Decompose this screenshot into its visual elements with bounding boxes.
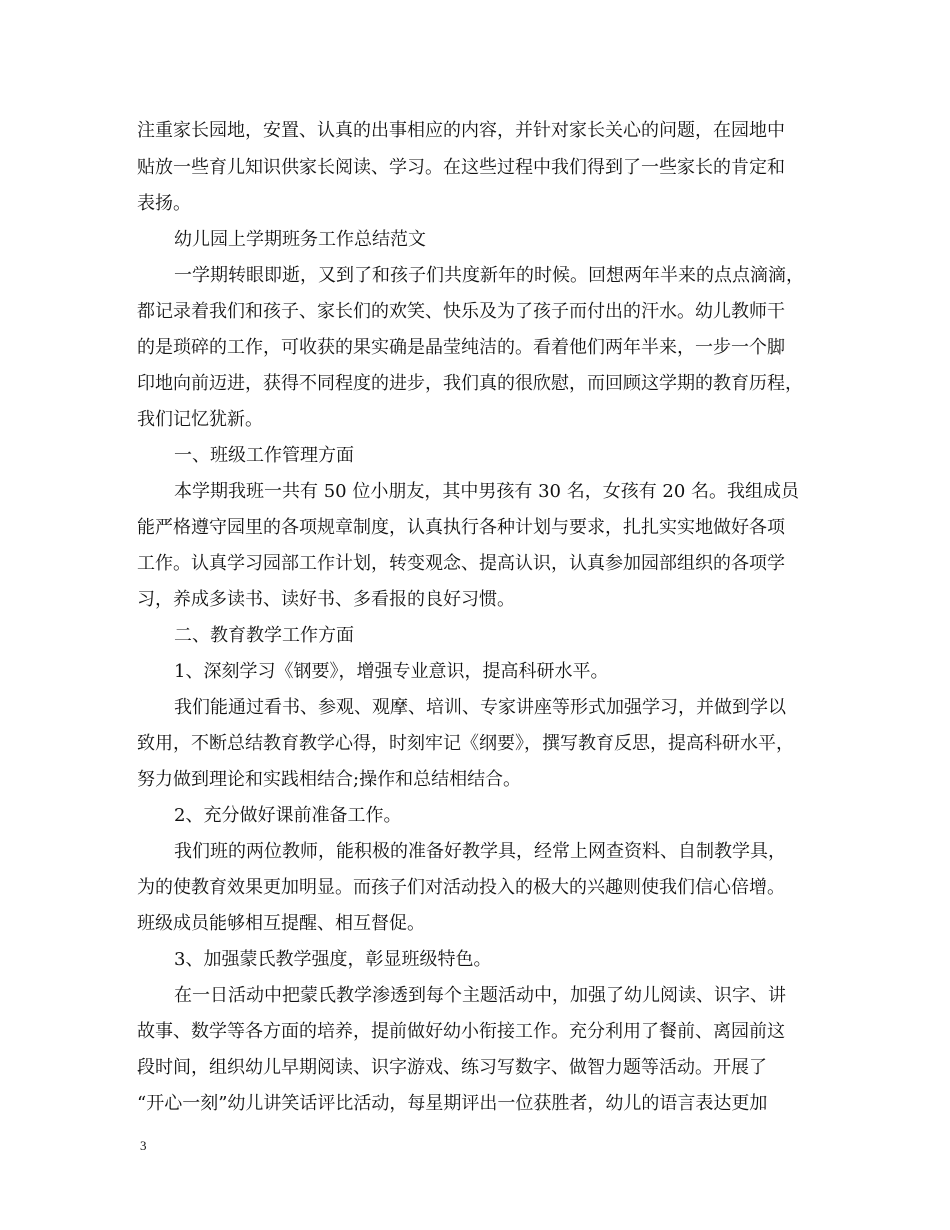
body-text-line: 习，养成多读书、读好书、多看报的良好习惯。 — [137, 589, 515, 610]
body-text-line: 故事、数学等各方面的培养，提前做好幼小衔接工作。充分利用了餐前、离园前这 — [137, 1021, 785, 1042]
body-text-line: 能严格遵守园里的各项规章制度，认真执行各种计划与要求，扎扎实实地做好各项 — [137, 517, 785, 538]
body-text-line: 我们记忆犹新。 — [137, 409, 263, 430]
body-text-line: 印地向前迈进，获得不同程度的进步，我们真的很欣慰，而回顾这学期的教育历程， — [137, 373, 803, 394]
section-heading: 二、教育教学工作方面 — [174, 625, 354, 646]
body-text-line: 我们能通过看书、参观、观摩、培训、专家讲座等形式加强学习，并做到学以 — [174, 697, 786, 718]
body-text-line: 班级成员能够相互提醒、相互督促。 — [137, 913, 425, 934]
body-text-line: 表扬。 — [137, 193, 191, 214]
body-text-line: 本学期我班一共有 50 位小朋友，其中男孩有 30 名，女孩有 20 名。我组成员 — [174, 481, 800, 502]
body-text-line: 一学期转眼即逝，又到了和孩子们共度新年的时候。回想两年半来的点点滴滴， — [174, 265, 804, 286]
body-text-line: 段时间，组织幼儿早期阅读、识字游戏、练习写数字、做智力题等活动。开展了 — [137, 1057, 767, 1078]
body-text-line: 贴放一些育儿知识供家长阅读、学习。在这些过程中我们得到了一些家长的肯定和 — [137, 157, 785, 178]
body-text-line: 在一日活动中把蒙氏教学渗透到每个主题活动中，加强了幼儿阅读、识字、讲 — [174, 985, 786, 1006]
body-text-line: 的是琐碎的工作，可收获的果实确是晶莹纯洁的。看着他们两年半来，一步一个脚 — [137, 337, 785, 358]
body-text-line: 努力做到理论和实践相结合;操作和总结相结合。 — [137, 769, 522, 790]
subsection-heading: 1、深刻学习《钢要》，增强专业意识，提高科研水平。 — [174, 661, 609, 682]
body-text-line: 注重家长园地，安置、认真的出事相应的内容，并针对家长关心的问题，在园地中 — [137, 120, 785, 141]
body-text-line: 致用，不断总结教育教学心得，时刻牢记《纲要》，撰写教育反思，提高科研水平， — [137, 733, 794, 754]
body-text-line: 工作。认真学习园部工作计划，转变观念、提高认识，认真参加园部组织的各项学 — [137, 553, 785, 574]
subsection-heading: 3、加强蒙氏教学强度，彰显班级特色。 — [174, 949, 492, 970]
body-text-line: 都记录着我们和孩子、家长们的欢笑、快乐及为了孩子而付出的汗水。幼儿教师干 — [137, 301, 785, 322]
section-heading: 一、班级工作管理方面 — [174, 445, 354, 466]
page-number: 3 — [140, 1138, 147, 1153]
body-text-line: “开心一刻”幼儿讲笑话评比活动，每星期评出一位获胜者，幼儿的语言表达更加 — [137, 1093, 768, 1114]
body-text-line: 我们班的两位教师，能积极的准备好教学具，经常上网查资料、自制教学具， — [174, 841, 786, 862]
section-title: 幼儿园上学期班务工作总结范文 — [174, 229, 426, 250]
subsection-heading: 2、充分做好课前准备工作。 — [174, 805, 402, 826]
body-text-line: 为的使教育效果更加明显。而孩子们对活动投入的极大的兴趣则使我们信心倍增。 — [137, 877, 785, 898]
